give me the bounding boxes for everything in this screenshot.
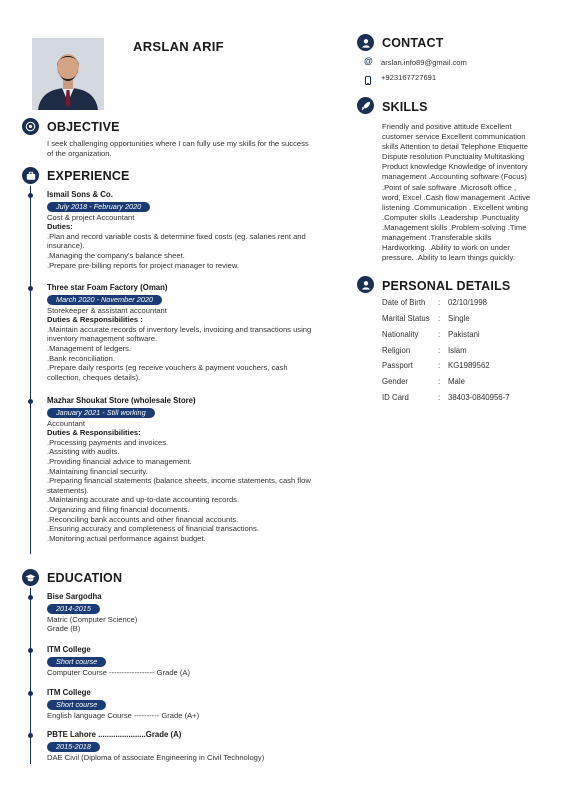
contact-email[interactable]: arslan.info89@gmail.com (381, 58, 467, 67)
graduation-cap-icon (22, 569, 39, 586)
personal-row: Date of Birth : 02/10/1998 (382, 298, 488, 307)
company-name: Ismail Sons & Co. (47, 190, 113, 199)
timeline-dot (28, 286, 33, 291)
school-name: ITM College (47, 688, 91, 697)
education-line: Grade (B) (47, 624, 81, 634)
at-icon: @ (364, 56, 373, 66)
duty-line: statements). (47, 485, 89, 495)
target-icon (22, 118, 39, 135)
duty-line: inventory management software. (47, 334, 158, 344)
duties-title: Duties & Responsibilities: (47, 428, 141, 438)
duties-title: Duties: (47, 222, 73, 232)
education-line: Computer Course ------------------ Grade (A) (47, 667, 191, 677)
period-badge: Short course (47, 700, 106, 710)
period-badge: 2014-2015 (47, 604, 100, 614)
duty-line: .Reconciling bank accounts and other financial accounts. (47, 514, 239, 524)
personal-row: Passport : KG1989562 (382, 361, 490, 370)
personal-row: Marital Status : Single (382, 314, 470, 323)
school-name: ITM College (47, 645, 91, 654)
personal-row: Nationality : Pakistani (382, 330, 480, 339)
education-item (47, 688, 352, 720)
duty-line: .Plan and record variable costs & determine fixed costs (eg. salaries rent and (47, 231, 306, 241)
timeline-dot (28, 595, 33, 600)
skills-title: SKILLS (382, 100, 428, 114)
timeline-dot (28, 733, 33, 738)
period-badge: 2015-2018 (47, 742, 100, 752)
duty-line: insurance). (47, 241, 85, 251)
period-badge: July 2018 - February 2020 (47, 202, 150, 212)
candidate-name: ARSLAN ARIF (133, 39, 224, 54)
duty-line: .Maintaining accurate and up-to-date accounting records. (47, 495, 240, 505)
role: Storekeeper & assistant accountant (47, 305, 167, 315)
rocket-icon (357, 97, 374, 114)
person-icon (357, 276, 374, 293)
duty-line: .Processing payments and invoices. (47, 437, 169, 447)
duty-line: .Ensuring accuracy and completeness of financial transactions. (47, 524, 259, 534)
education-line: DAE Civil (Diploma of associate Engineering in Civil Technology) (47, 752, 265, 762)
contact-title: CONTACT (382, 36, 444, 50)
personal-row: ID Card : 38403-0840956-7 (382, 393, 510, 402)
phone-icon (365, 72, 371, 90)
experience-title: EXPERIENCE (47, 169, 130, 183)
profile-photo (32, 38, 104, 110)
duty-line: .Maintaining financial security. (47, 466, 148, 476)
duty-line: .Management of ledgers. (47, 343, 132, 353)
role: Accountant (47, 418, 85, 428)
objective-text: I seek challenging opportunities where I can fully use my skills for the success of the organization. (47, 139, 309, 158)
timeline-dot (28, 691, 33, 696)
duty-line: collection, cheques details). (47, 372, 141, 382)
duty-line: .Assisting with audits. (47, 447, 120, 457)
education-item (47, 730, 352, 762)
duty-line: .Organizing and filing financial documents. (47, 504, 190, 514)
contact-phone[interactable]: +923167727691 (381, 73, 437, 82)
education-title: EDUCATION (47, 571, 123, 585)
duties-title: Duties & Responsibilities : (47, 315, 143, 325)
duty-line: .Preparing financial statements (balance sheets, income statements, cash flow (47, 476, 311, 486)
company-name: Three star Foam Factory (Oman) (47, 283, 168, 292)
school-name: PBTE Lahore ......................Grade (A) (47, 730, 182, 739)
personal-row: Gender : Male (382, 377, 465, 386)
objective-title: OBJECTIVE (47, 120, 120, 134)
experience-item (47, 283, 352, 382)
period-badge: January 2021 - Still working (47, 408, 155, 418)
experience-timeline (30, 186, 31, 554)
duty-line: .Providing financial advice to management. (47, 456, 192, 466)
duty-line: .Prepare pre-billing reports for project manager to review. (47, 260, 240, 270)
skills-text: Friendly and positive attitude Excellent customer service Excellent communication skills Attention to detail Telephone Etiquette Dispute resolution Punctuality Multitasking Product knowledge Knowledge of inventory management .Accounting software (Focus) .Point of sale software .Microsoft office , word, Excel .Cash flow management .Active listening .Communication . Excellent writing .Computer skills .Leadership .Punctuality .Management skills .Problem-solving .Time management .Transferable skills Hardworking. .Ability to work on under pressure. .Ability to learn things quickly. (382, 122, 531, 263)
period-badge: Short course (47, 657, 106, 667)
experience-item (47, 190, 352, 270)
duty-line: .Monitoring actual performance against budget. (47, 533, 206, 543)
education-item (47, 592, 352, 634)
timeline-dot (28, 399, 33, 404)
company-name: Mazhar Shoukat Store (wholesale Store) (47, 396, 196, 405)
briefcase-icon (22, 167, 39, 184)
duty-line: .Maintain accurate records of inventory levels, invoicing and transactions using (47, 324, 312, 334)
education-line: Matric (Computer Science) (47, 614, 138, 624)
duty-line: .Prepare daily resports (eg receive vouchers & payment vouchers, cash (47, 363, 288, 373)
user-icon (357, 34, 374, 51)
duty-line: .Managing the company's balance sheet. (47, 250, 185, 260)
period-badge: March 2020 - November 2020 (47, 295, 162, 305)
education-item (47, 645, 352, 677)
school-name: Bise Sargodha (47, 592, 102, 601)
role: Cost & project Accountant (47, 212, 135, 222)
experience-item (47, 396, 352, 543)
duty-line: .Bank reconciliation. (47, 353, 115, 363)
personal-row: Religion : Islam (382, 346, 467, 355)
timeline-dot (28, 648, 33, 653)
timeline-dot (28, 193, 33, 198)
education-line: English language Course ---------- Grade (A+) (47, 710, 200, 720)
personal-title: PERSONAL DETAILS (382, 279, 511, 293)
